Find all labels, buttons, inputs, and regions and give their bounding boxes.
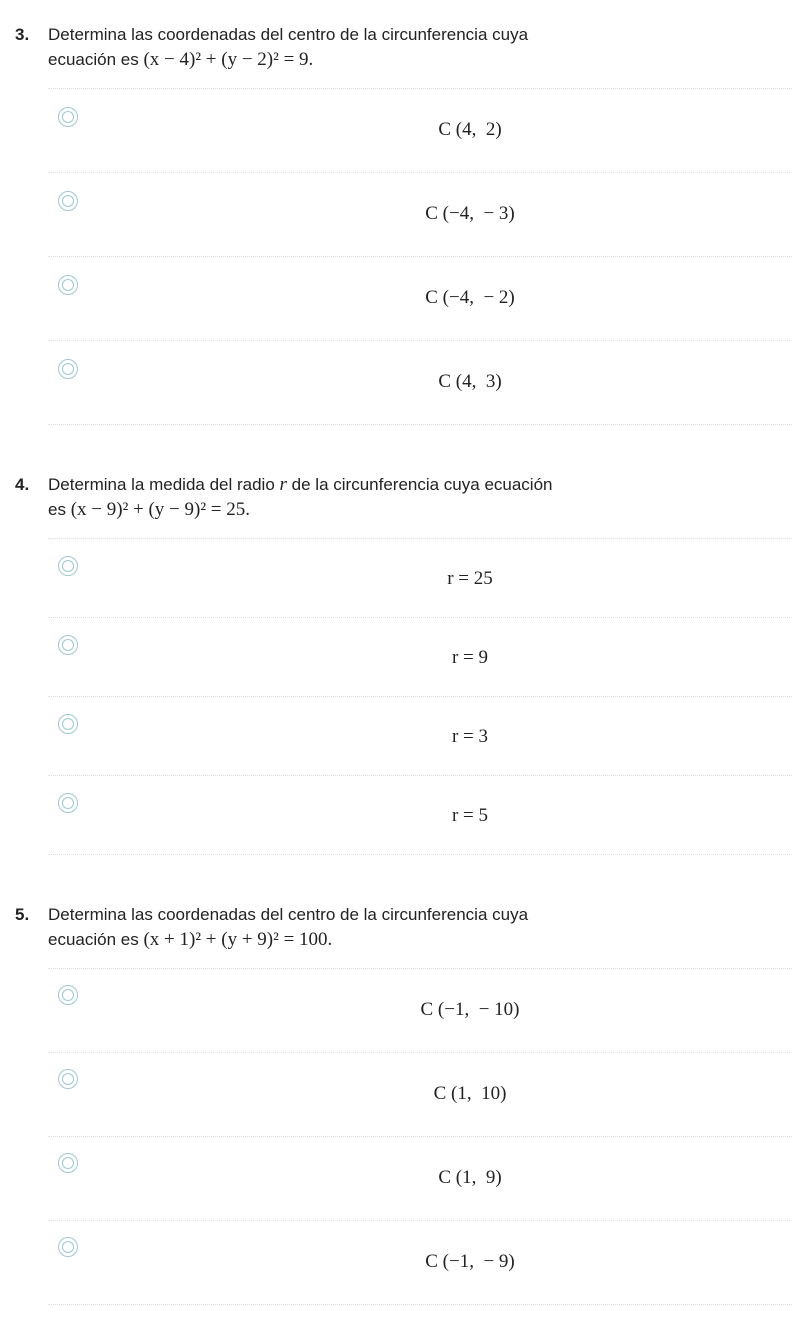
radius-variable: r [279,474,287,495]
question-text-line2 [48,497,792,522]
option-label: C (1, 10) [433,1083,507,1104]
option-label: r = 9 [451,647,489,668]
question-text-line1: Determina las coordenadas del centro de la circunferencia cuya [48,905,529,924]
question-number: 3. [15,25,30,44]
option-q4-d[interactable] [48,775,792,855]
question-text-b: de la circunferencia cuya ecuación [291,475,553,494]
question-5 [0,902,792,952]
option-q5-a[interactable] [48,968,792,1052]
option-label: r = 25 [447,568,493,589]
option-label: C (1, 9) [438,1167,502,1188]
option-q4-b[interactable] [48,617,792,696]
question-text-a: Determina la medida del radio [48,475,275,494]
option-label: C (−1, − 9) [425,1251,515,1272]
option-label: r = 5 [451,805,489,826]
equation: (x + 1)² + (y + 9)² = 100. [143,929,333,950]
option-label: C (4, 2) [438,119,502,140]
option-q4-c[interactable] [48,696,792,775]
equation: (x − 9)² + (y − 9)² = 25. [70,499,251,520]
option-q5-b[interactable] [48,1052,792,1136]
question-text-prefix: ecuación es [48,930,139,949]
options-list-q5 [48,968,792,1305]
option-label: r = 3 [451,726,489,747]
option-q3-d[interactable] [48,340,792,425]
options-list-q4 [48,538,792,855]
question-text-line1: Determina las coordenadas del centro de la circunferencia cuya [48,25,529,44]
option-label: C (−4, − 2) [425,287,515,308]
question-text-prefix: ecuación es [48,50,139,69]
question-stem [0,902,792,952]
question-3 [0,22,792,72]
question-stem [0,22,792,72]
equation: (x − 4)² + (y − 2)² = 9. [143,49,314,70]
question-number: 4. [15,475,30,494]
option-q5-c[interactable] [48,1136,792,1220]
option-q4-a[interactable] [48,538,792,617]
question-number: 5. [15,905,30,924]
option-label: C (−1, − 10) [420,999,520,1020]
question-text-prefix: es [48,500,66,519]
question-4 [0,472,792,522]
question-text-line1 [48,472,792,497]
options-list-q3 [48,88,792,425]
question-text-line2 [48,47,792,72]
option-label: C (4, 3) [438,371,502,392]
option-q3-a[interactable] [48,88,792,172]
option-q3-c[interactable] [48,256,792,340]
question-stem [0,472,792,522]
option-q3-b[interactable] [48,172,792,256]
option-label: C (−4, − 3) [425,203,515,224]
question-text-line2 [48,927,792,952]
option-q5-d[interactable] [48,1220,792,1305]
